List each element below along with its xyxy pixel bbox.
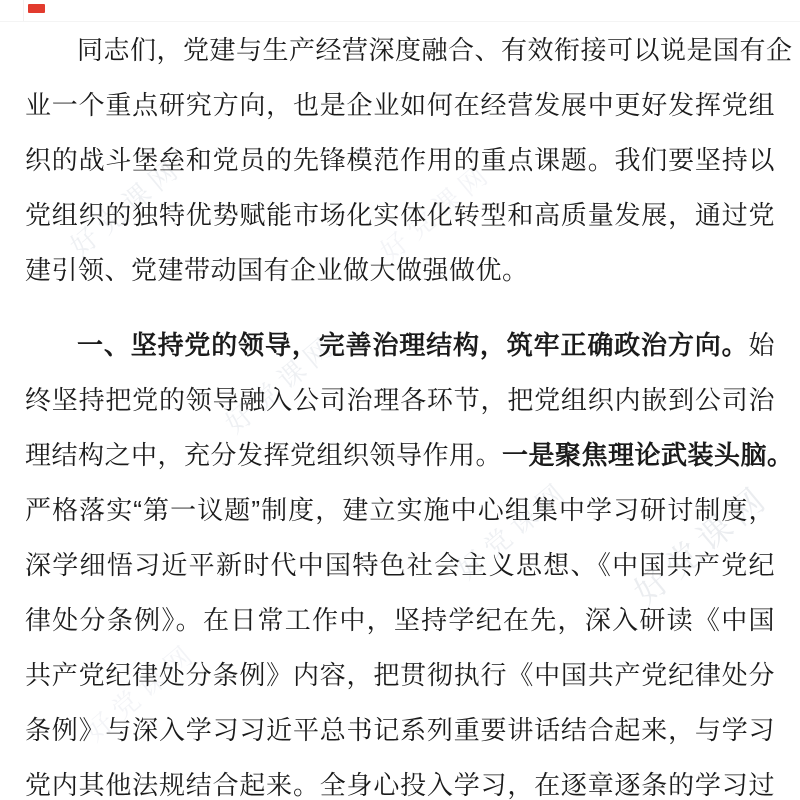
paragraph-line: 业一个重点研究方向，也是企业如何在经营发展中更好发挥党组	[25, 90, 775, 120]
paragraph-line: 共产党纪律处分条例》内容，把贯彻执行《中国共产党纪律处分	[25, 660, 775, 690]
section-heading-line	[25, 318, 775, 373]
watermark: 好党课网	[627, 477, 778, 612]
document-body	[25, 0, 794, 800]
watermark: 好党课网	[64, 151, 189, 263]
emphasis-text: 一是聚焦理论武装头脑。	[502, 440, 794, 470]
section-heading-text: 一、坚持党的领导，完善治理结构，筑牢正确政治方向。	[77, 330, 749, 360]
watermark: 好党课网	[219, 328, 344, 440]
paragraph-line	[25, 428, 794, 483]
watermark: 好党课网	[451, 474, 576, 586]
paragraph-line: 党内其他法规结合起来。全身心投入学习，在逐章逐条的学习过	[25, 770, 775, 800]
paragraph-line: 同志们，党建与生产经营深度融合、有效衔接可以说是国有企	[77, 35, 793, 65]
paragraph-line: 织的战斗堡垒和党员的先锋模范作用的重点课题。我们要坚持以	[25, 145, 775, 175]
top-edge-line	[23, 0, 24, 21]
paragraph-line: 党组织的独特优势赋能市场化实体化转型和高质量发展，通过党	[25, 200, 775, 230]
paragraph-line: 条例》与深入学习习近平总书记系列重要讲话结合起来，与学习	[25, 715, 775, 745]
paragraph-line: 严格落实“第一议题”制度，建立实施中心组集中学习研讨制度，	[25, 495, 775, 525]
body-text: 始	[748, 330, 775, 360]
paragraph-line: 律处分条例》。在日常工作中，坚持学纪在先，深入研读《中国	[25, 605, 775, 635]
paragraph-line: 深学细悟习近平新时代中国特色社会主义思想、《中国共产党纪	[25, 550, 775, 580]
watermark: 好党课网	[374, 156, 499, 268]
paragraph-line: 终坚持把党的领导融入公司治理各环节，把党组织内嵌到公司治	[25, 385, 775, 415]
watermark: 好党课网	[79, 636, 204, 748]
body-text: 理结构之中，充分发挥党组织领导作用。	[25, 440, 503, 470]
paragraph-line: 建引领、党建带动国有企业做大做强做优。	[25, 255, 529, 285]
